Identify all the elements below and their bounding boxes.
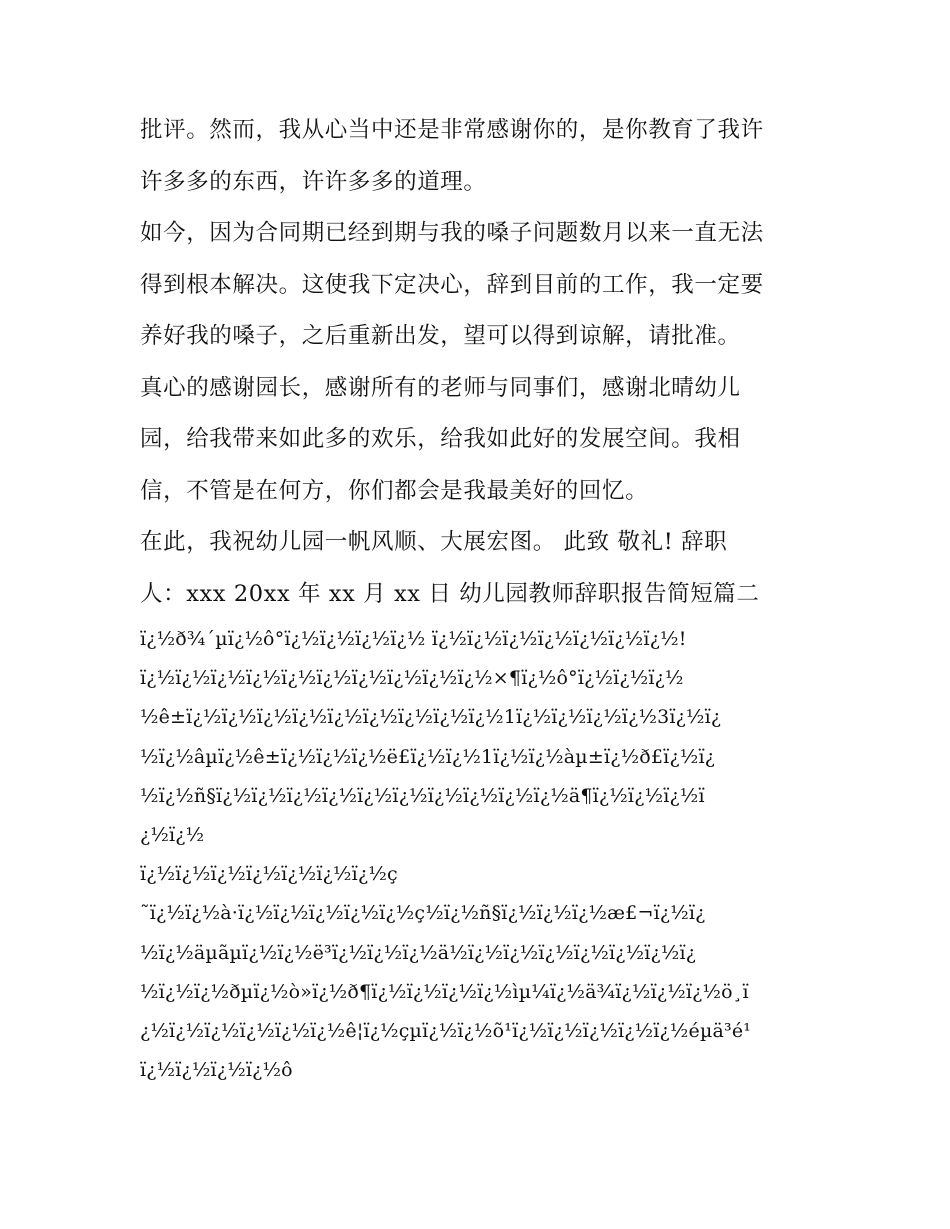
garbled-text-line: ï¿½ï¿½ï¿½ï¿½ï¿½ï¿½ï¿½ç [140, 863, 398, 886]
garbled-text-line: ½ï¿½âµï¿½ê±ï¿½ï¿½ï¿½ë£ï¿½ï¿½1ï¿½ï¿½àµ±ï¿½ð£ï¿½ï¿ [140, 745, 716, 768]
body-line: 许多多的东西，许许多多的道理。 [140, 168, 487, 195]
body-line: 批评。然而，我从心当中还是非常感谢你的，是你教育了我许 [140, 117, 764, 143]
body-line: 如今，因为合同期已经到期与我的嗓子问题数月以来一直无法 [140, 220, 764, 246]
document-body [140, 105, 812, 1090]
body-line: 真心的感谢园长，感谢所有的老师与同事们，感谢北晴幼儿 [140, 374, 741, 401]
body-line: 园，给我带来如此多的欢乐，给我如此好的发展空间。我相 [140, 426, 741, 452]
body-line: 在此，我祝幼儿园一帆风顺、大展宏图。 此致 敬礼! 辞职 [140, 529, 728, 555]
garbled-text-line: ½ê±ï¿½ï¿½ï¿½ï¿½ï¿½ï¿½ï¿½ï¿½ï¿½1ï¿½ï¿½ï¿½ï¿½3ï¿½ï¿ [140, 706, 722, 729]
garbled-text-line: ¿½ï¿½ [140, 823, 205, 846]
body-line: 人：xxx 20xx 年 xx 月 xx 日 幼儿园教师辞职报告简短篇二 [140, 580, 760, 607]
garbled-text-line: ï¿½ï¿½ï¿½ï¿½ô [140, 1059, 293, 1082]
garbled-text-line: ½ï¿½ñ§ï¿½ï¿½ï¿½ï¿½ï¿½ï¿½ï¿½ï¿½ï¿½ï¿½ä¶ï¿½ï¿½ï¿½ï [140, 784, 705, 807]
garbled-text-line: ï¿½ð¾´µï¿½ô°ï¿½ï¿½ï¿½ï¿½ ï¿½ï¿½ï¿½ï¿½ï¿½ï¿½ï¿½! [140, 628, 687, 650]
body-line: 信，不管是在何方，你们都会是我最美好的回忆。 [140, 477, 649, 504]
garbled-text-line: ¿½ï¿½ï¿½ï¿½ï¿½ï¿½ê¦ï¿½çµï¿½ï¿½õ¹ï¿½ï¿½ï¿½ï¿½ï¿½éµä³é¹ [140, 1019, 752, 1042]
garbled-text-line: ½ï¿½ï¿½ðµï¿½ò»ï¿½ð¶ï¿½ï¿½ï¿½ï¿½ìµ¼ï¿½ä¾ï¿½ï¿½ï¿½ö¸ï [140, 980, 749, 1003]
body-line: 得到根本解决。这使我下定决心，辞到目前的工作，我一定要 [140, 271, 764, 298]
body-line: 养好我的嗓子，之后重新出发，望可以得到谅解，请批准。 [140, 323, 741, 349]
garbled-text-line: ˜ï¿½ï¿½à·ï¿½ï¿½ï¿½ï¿½ï¿½ç½ï¿½ñ§ï¿½ï¿½ï¿½æ£¬ï¿½ï¿ [140, 902, 706, 925]
garbled-text-line: ½ï¿½äµãµï¿½ï¿½ë³ï¿½ï¿½ï¿½ä½ï¿½ï¿½ï¿½ï¿½ï¿½ï¿½ï¿ [140, 941, 697, 964]
garbled-text-line: ï¿½ï¿½ï¿½ï¿½ï¿½ï¿½ï¿½ï¿½ï¿½ï¿½×¶ï¿½ô°ï¿½ï¿½ï¿½ [140, 667, 684, 690]
